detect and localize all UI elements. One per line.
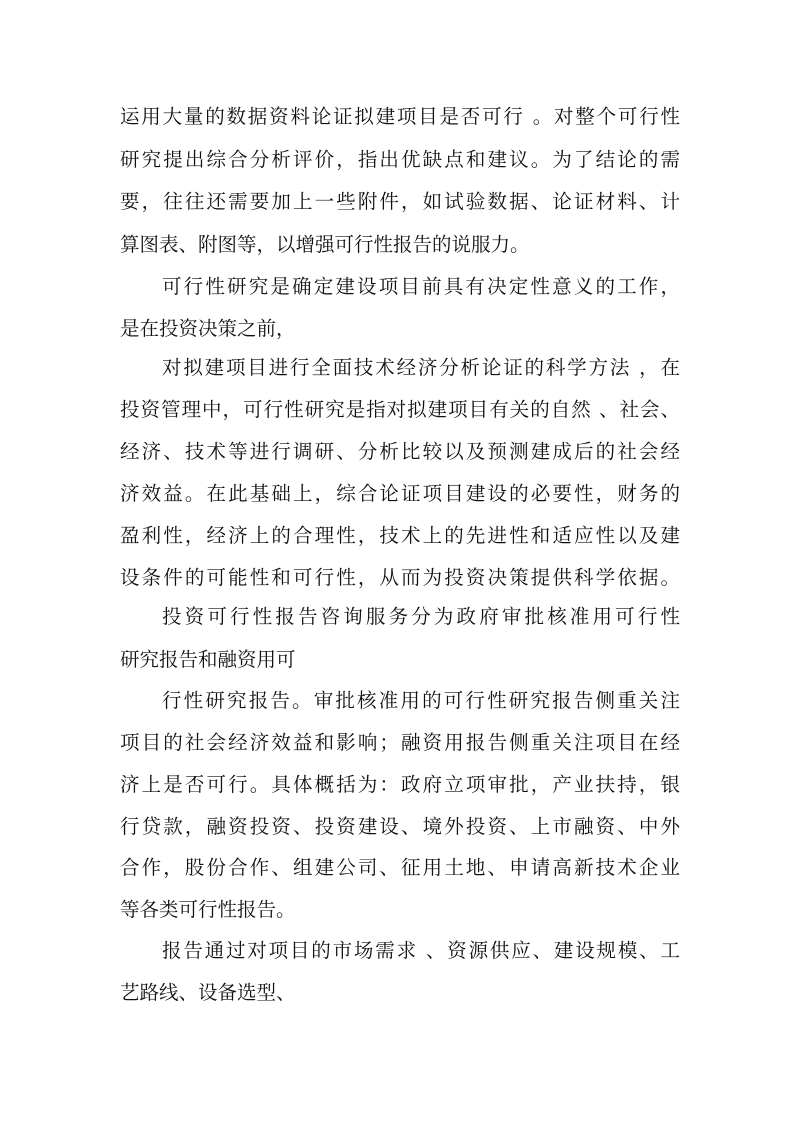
text-line: 行性研究报告。审批核准用的可行性研究报告侧重关注 [162, 689, 680, 712]
text-line: 设条件的可能性和可行性，从而为投资决策提供科学依据。 [120, 566, 680, 589]
text-line: 对拟建项目进行全面技术经济分析论证的科学方法 ，在 [162, 356, 680, 379]
text-line: 艺路线、设备选型、 [120, 981, 296, 1004]
text-line: 是在投资决策之前， [120, 317, 296, 340]
text-line: 投资可行性报告咨询服务分为政府审批核准用可行性 [162, 605, 680, 628]
text-line: 等各类可行性报告。 [120, 898, 296, 921]
text-line: 济效益。在此基础上，综合论证项目建设的必要性，财务的 [120, 482, 680, 505]
text-line: 研究提出综合分析评价，指出优缺点和建议。为了结论的需 [120, 148, 680, 171]
text-line: 可行性研究是确定建设项目前具有决定性意义的工作， [162, 275, 680, 298]
text-line: 经济、技术等进行调研、分析比较以及预测建成后的社会经 [120, 440, 680, 463]
text-line: 运用大量的数据资料论证拟建项目是否可行 。对整个可行性 [120, 105, 680, 128]
text-line: 算图表、附图等，以增强可行性报告的说服力。 [120, 233, 530, 256]
text-line: 研究报告和融资用可 [120, 648, 296, 671]
text-line: 济上是否可行。具体概括为：政府立项审批，产业扶持，银 [120, 773, 680, 796]
text-line: 行贷款，融资投资、投资建设、境外投资、上市融资、中外 [120, 815, 680, 838]
text-line: 合作，股份合作、组建公司、征用土地、申请高新技术企业 [120, 856, 680, 879]
text-line: 项目的社会经济效益和影响；融资用报告侧重关注项目在经 [120, 731, 680, 754]
text-line: 投资管理中，可行性研究是指对拟建项目有关的自然 、社会、 [120, 398, 680, 421]
text-line: 报告通过对项目的市场需求 、资源供应、建设规模、工 [162, 939, 680, 962]
text-line: 盈利性，经济上的合理性，技术上的先进性和适应性以及建 [120, 524, 680, 547]
text-line: 要，往往还需要加上一些附件，如试验数据、论证材料、计 [120, 190, 680, 213]
